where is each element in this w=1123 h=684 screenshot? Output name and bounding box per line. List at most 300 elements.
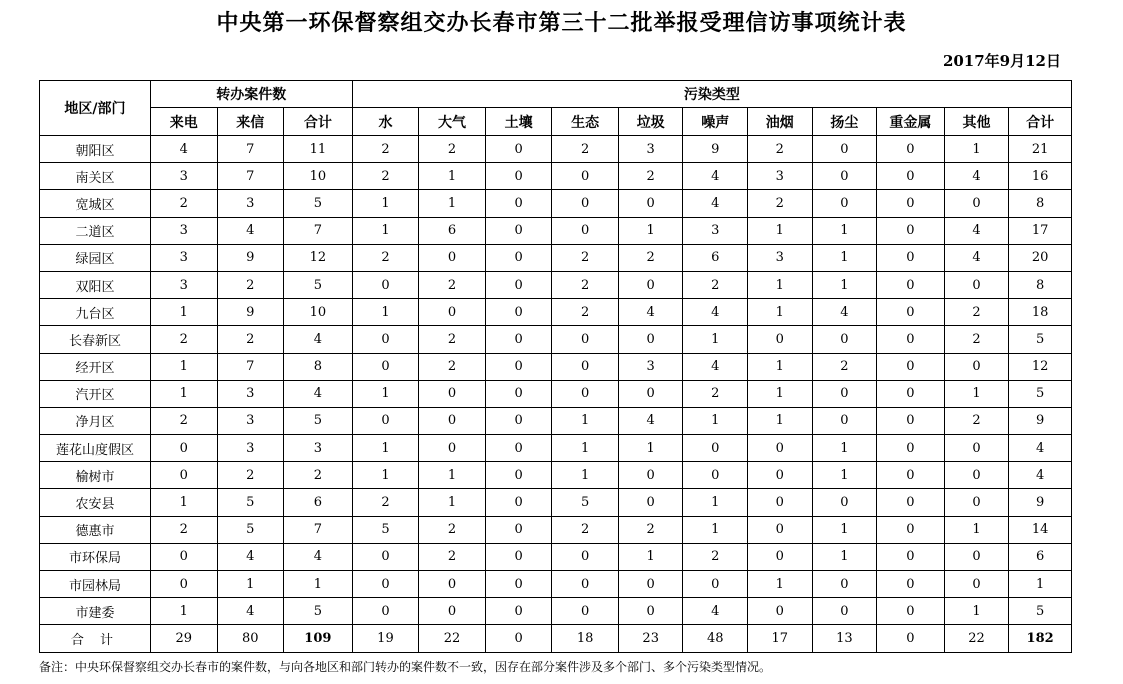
transfer-count-cell: 5	[284, 271, 353, 298]
pollution-count-cell: 4	[683, 299, 748, 326]
transfer-count-cell: 80	[217, 625, 284, 652]
transfer-count-cell: 3	[150, 244, 217, 271]
pollution-count-cell: 5	[1009, 380, 1072, 407]
pollution-count-cell: 1	[419, 489, 486, 516]
transfer-count-cell: 1	[150, 380, 217, 407]
pollution-count-cell: 0	[485, 380, 552, 407]
pollution-count-cell: 1	[812, 516, 877, 543]
pollution-count-cell: 0	[683, 571, 748, 598]
transfer-count-cell: 3	[217, 435, 284, 462]
pollution-count-cell: 0	[944, 271, 1009, 298]
table-row	[40, 271, 1072, 298]
transfer-count-cell: 5	[284, 598, 353, 625]
region-name: 九台区	[40, 299, 151, 326]
transfer-count-cell: 5	[284, 407, 353, 434]
pollution-count-cell: 0	[618, 326, 683, 353]
region-name: 汽开区	[40, 380, 151, 407]
header-pollution-col: 水	[352, 108, 419, 136]
pollution-count-cell: 0	[485, 625, 552, 652]
pollution-count-cell: 0	[552, 380, 619, 407]
table-row	[40, 543, 1072, 570]
pollution-count-cell: 0	[877, 353, 945, 380]
pollution-count-cell: 0	[352, 271, 419, 298]
pollution-count-cell: 0	[352, 598, 419, 625]
pollution-count-cell: 0	[552, 598, 619, 625]
pollution-count-cell: 0	[352, 326, 419, 353]
pollution-count-cell: 1	[618, 217, 683, 244]
transfer-count-cell: 4	[217, 598, 284, 625]
pollution-count-cell: 0	[485, 407, 552, 434]
transfer-count-cell: 3	[217, 190, 284, 217]
pollution-count-cell: 0	[812, 489, 877, 516]
pollution-count-cell: 2	[352, 136, 419, 163]
pollution-count-cell: 0	[419, 435, 486, 462]
pollution-count-cell: 2	[419, 543, 486, 570]
pollution-count-cell: 20	[1009, 244, 1072, 271]
pollution-count-cell: 4	[1009, 435, 1072, 462]
pollution-count-cell: 0	[485, 543, 552, 570]
report-date: 2017年9月12日	[942, 52, 1061, 70]
transfer-count-cell: 5	[284, 190, 353, 217]
pollution-count-cell: 6	[419, 217, 486, 244]
pollution-count-cell: 18	[1009, 299, 1072, 326]
pollution-count-cell: 8	[1009, 271, 1072, 298]
header-pollution-col: 噪声	[683, 108, 748, 136]
pollution-count-cell: 0	[419, 571, 486, 598]
pollution-count-cell: 0	[877, 435, 945, 462]
pollution-count-cell: 1	[812, 435, 877, 462]
pollution-count-cell: 1	[944, 136, 1009, 163]
table-row	[40, 407, 1072, 434]
pollution-count-cell: 0	[812, 407, 877, 434]
transfer-count-cell: 10	[284, 299, 353, 326]
pollution-count-cell: 0	[812, 571, 877, 598]
header-row-columns	[40, 108, 1072, 136]
pollution-count-cell: 0	[944, 571, 1009, 598]
pollution-count-cell: 1	[352, 380, 419, 407]
pollution-count-cell: 1	[352, 190, 419, 217]
transfer-count-cell: 4	[284, 543, 353, 570]
pollution-count-cell: 9	[1009, 407, 1072, 434]
transfer-count-cell: 2	[217, 462, 284, 489]
pollution-count-cell: 5	[552, 489, 619, 516]
region-name: 南关区	[40, 163, 151, 190]
pollution-count-cell: 2	[352, 163, 419, 190]
region-name: 市园林局	[40, 571, 151, 598]
pollution-count-cell: 8	[1009, 190, 1072, 217]
region-name: 市环保局	[40, 543, 151, 570]
page-title: 中央第一环保督察组交办长春市第三十二批举报受理信访事项统计表	[216, 11, 907, 36]
transfer-count-cell: 4	[217, 217, 284, 244]
pollution-count-cell: 0	[812, 136, 877, 163]
transfer-count-cell: 5	[217, 489, 284, 516]
pollution-count-cell: 0	[552, 353, 619, 380]
pollution-count-cell: 1	[748, 299, 813, 326]
pollution-count-cell: 0	[877, 299, 945, 326]
pollution-count-cell: 0	[485, 489, 552, 516]
pollution-count-cell: 19	[352, 625, 419, 652]
pollution-count-cell: 0	[419, 244, 486, 271]
table-row	[40, 217, 1072, 244]
pollution-count-cell: 1	[683, 326, 748, 353]
pollution-count-cell: 0	[485, 571, 552, 598]
pollution-count-cell: 0	[485, 217, 552, 244]
pollution-count-cell: 2	[552, 299, 619, 326]
table-row	[40, 163, 1072, 190]
pollution-count-cell: 2	[944, 326, 1009, 353]
total-row	[40, 625, 1072, 652]
pollution-count-cell: 0	[485, 516, 552, 543]
pollution-count-cell: 2	[552, 271, 619, 298]
transfer-count-cell: 0	[150, 571, 217, 598]
pollution-count-cell: 0	[618, 380, 683, 407]
pollution-count-cell: 0	[419, 299, 486, 326]
pollution-count-cell: 182	[1009, 625, 1072, 652]
footnote: 备注：中央环保督察组交办长春市的案件数，与向各地区和部门转办的案件数不一致，因存在部分案件涉及多个部门、多个污染类型情况。	[39, 660, 772, 674]
pollution-count-cell: 1	[748, 271, 813, 298]
transfer-count-cell: 3	[217, 407, 284, 434]
transfer-count-cell: 109	[284, 625, 353, 652]
region-name: 经开区	[40, 353, 151, 380]
pollution-count-cell: 2	[419, 353, 486, 380]
transfer-count-cell: 3	[217, 380, 284, 407]
pollution-count-cell: 0	[748, 435, 813, 462]
header-pollution-col: 生态	[552, 108, 619, 136]
pollution-count-cell: 0	[552, 571, 619, 598]
region-name: 农安县	[40, 489, 151, 516]
pollution-count-cell: 0	[552, 543, 619, 570]
pollution-count-cell: 4	[683, 190, 748, 217]
pollution-count-cell: 16	[1009, 163, 1072, 190]
header-transfer-col: 来信	[217, 108, 284, 136]
transfer-count-cell: 1	[217, 571, 284, 598]
header-pollution-col: 大气	[419, 108, 486, 136]
pollution-count-cell: 2	[552, 516, 619, 543]
pollution-count-cell: 0	[352, 543, 419, 570]
pollution-count-cell: 4	[944, 244, 1009, 271]
transfer-count-cell: 9	[217, 244, 284, 271]
region-name: 二道区	[40, 217, 151, 244]
pollution-count-cell: 2	[618, 163, 683, 190]
pollution-count-cell: 0	[944, 489, 1009, 516]
pollution-count-cell: 0	[944, 435, 1009, 462]
pollution-count-cell: 1	[352, 435, 419, 462]
pollution-count-cell: 0	[485, 244, 552, 271]
pollution-count-cell: 5	[352, 516, 419, 543]
table-row	[40, 489, 1072, 516]
pollution-count-cell: 0	[812, 190, 877, 217]
transfer-count-cell: 0	[150, 435, 217, 462]
transfer-count-cell: 0	[150, 543, 217, 570]
region-name: 德惠市	[40, 516, 151, 543]
pollution-count-cell: 0	[485, 271, 552, 298]
pollution-count-cell: 18	[552, 625, 619, 652]
region-name: 榆树市	[40, 462, 151, 489]
pollution-count-cell: 0	[877, 543, 945, 570]
region-name: 市建委	[40, 598, 151, 625]
pollution-count-cell: 0	[877, 271, 945, 298]
pollution-count-cell: 0	[812, 326, 877, 353]
pollution-count-cell: 2	[812, 353, 877, 380]
pollution-count-cell: 3	[748, 163, 813, 190]
transfer-count-cell: 4	[284, 380, 353, 407]
pollution-count-cell: 0	[877, 136, 945, 163]
pollution-count-cell: 0	[419, 407, 486, 434]
table-row	[40, 299, 1072, 326]
pollution-count-cell: 17	[748, 625, 813, 652]
pollution-count-cell: 12	[1009, 353, 1072, 380]
pollution-count-cell: 1	[748, 571, 813, 598]
pollution-count-cell: 0	[352, 571, 419, 598]
pollution-count-cell: 6	[1009, 543, 1072, 570]
header-pollution-col: 扬尘	[812, 108, 877, 136]
transfer-count-cell: 6	[284, 489, 353, 516]
pollution-count-cell: 1	[419, 462, 486, 489]
transfer-count-cell: 11	[284, 136, 353, 163]
header-pollution-col: 油烟	[748, 108, 813, 136]
pollution-count-cell: 23	[618, 625, 683, 652]
pollution-count-cell: 0	[618, 489, 683, 516]
pollution-count-cell: 2	[352, 489, 419, 516]
region-name: 合 计	[40, 625, 151, 652]
pollution-count-cell: 4	[812, 299, 877, 326]
pollution-count-cell: 4	[683, 598, 748, 625]
pollution-count-cell: 1	[1009, 571, 1072, 598]
transfer-count-cell: 2	[150, 407, 217, 434]
pollution-count-cell: 0	[485, 598, 552, 625]
transfer-count-cell: 2	[150, 190, 217, 217]
pollution-count-cell: 2	[944, 407, 1009, 434]
table-row	[40, 244, 1072, 271]
table-row	[40, 571, 1072, 598]
pollution-count-cell: 0	[485, 462, 552, 489]
header-pollution-col: 合计	[1009, 108, 1072, 136]
transfer-count-cell: 12	[284, 244, 353, 271]
pollution-count-cell: 0	[944, 462, 1009, 489]
pollution-count-cell: 4	[618, 407, 683, 434]
pollution-count-cell: 4	[944, 217, 1009, 244]
pollution-count-cell: 0	[485, 299, 552, 326]
pollution-count-cell: 1	[352, 299, 419, 326]
pollution-count-cell: 2	[618, 244, 683, 271]
transfer-count-cell: 2	[150, 326, 217, 353]
pollution-count-cell: 0	[485, 353, 552, 380]
pollution-count-cell: 0	[877, 326, 945, 353]
pollution-count-cell: 2	[683, 271, 748, 298]
pollution-count-cell: 1	[618, 543, 683, 570]
transfer-count-cell: 9	[217, 299, 284, 326]
pollution-count-cell: 0	[352, 353, 419, 380]
pollution-count-cell: 4	[683, 163, 748, 190]
pollution-count-cell: 0	[419, 380, 486, 407]
pollution-count-cell: 0	[618, 462, 683, 489]
pollution-count-cell: 1	[683, 516, 748, 543]
transfer-count-cell: 1	[150, 598, 217, 625]
pollution-count-cell: 1	[352, 462, 419, 489]
transfer-count-cell: 1	[284, 571, 353, 598]
table-row	[40, 380, 1072, 407]
transfer-count-cell: 3	[150, 217, 217, 244]
pollution-count-cell: 0	[877, 516, 945, 543]
pollution-count-cell: 0	[877, 462, 945, 489]
pollution-count-cell: 21	[1009, 136, 1072, 163]
pollution-count-cell: 1	[748, 407, 813, 434]
pollution-count-cell: 5	[1009, 326, 1072, 353]
transfer-count-cell: 3	[150, 271, 217, 298]
pollution-count-cell: 0	[618, 598, 683, 625]
pollution-count-cell: 0	[485, 163, 552, 190]
transfer-count-cell: 8	[284, 353, 353, 380]
pollution-count-cell: 9	[1009, 489, 1072, 516]
pollution-count-cell: 2	[419, 136, 486, 163]
pollution-count-cell: 0	[748, 598, 813, 625]
pollution-count-cell: 0	[944, 543, 1009, 570]
pollution-count-cell: 2	[618, 516, 683, 543]
transfer-count-cell: 0	[150, 462, 217, 489]
pollution-count-cell: 0	[485, 190, 552, 217]
region-name: 绿园区	[40, 244, 151, 271]
table-row	[40, 353, 1072, 380]
pollution-count-cell: 0	[877, 163, 945, 190]
pollution-count-cell: 22	[419, 625, 486, 652]
pollution-count-cell: 22	[944, 625, 1009, 652]
pollution-count-cell: 0	[552, 326, 619, 353]
table-row	[40, 435, 1072, 462]
pollution-count-cell: 0	[352, 407, 419, 434]
header-transfer-col: 合计	[284, 108, 353, 136]
pollution-count-cell: 1	[748, 353, 813, 380]
region-name: 长春新区	[40, 326, 151, 353]
pollution-count-cell: 0	[748, 489, 813, 516]
pollution-count-cell: 6	[683, 244, 748, 271]
pollution-count-cell: 0	[877, 598, 945, 625]
pollution-count-cell: 5	[1009, 598, 1072, 625]
pollution-count-cell: 1	[352, 217, 419, 244]
pollution-count-cell: 1	[812, 462, 877, 489]
pollution-count-cell: 0	[944, 353, 1009, 380]
transfer-count-cell: 4	[150, 136, 217, 163]
pollution-count-cell: 0	[618, 571, 683, 598]
transfer-count-cell: 7	[217, 163, 284, 190]
pollution-count-cell: 1	[552, 435, 619, 462]
pollution-count-cell: 3	[618, 353, 683, 380]
pollution-count-cell: 0	[618, 271, 683, 298]
pollution-count-cell: 0	[485, 136, 552, 163]
pollution-count-cell: 0	[877, 190, 945, 217]
header-region: 地区/部门	[40, 81, 151, 136]
table-row	[40, 136, 1072, 163]
pollution-count-cell: 0	[748, 543, 813, 570]
pollution-count-cell: 1	[944, 516, 1009, 543]
pollution-count-cell: 1	[812, 217, 877, 244]
header-pollution-col: 其他	[944, 108, 1009, 136]
header-pollution-group: 污染类型	[352, 81, 1071, 108]
pollution-count-cell: 0	[552, 217, 619, 244]
table-row	[40, 326, 1072, 353]
pollution-count-cell: 3	[683, 217, 748, 244]
statistics-table	[39, 80, 1072, 653]
pollution-count-cell: 0	[552, 190, 619, 217]
pollution-count-cell: 0	[748, 462, 813, 489]
pollution-count-cell: 2	[352, 244, 419, 271]
transfer-count-cell: 2	[150, 516, 217, 543]
transfer-count-cell: 1	[150, 489, 217, 516]
pollution-count-cell: 1	[944, 380, 1009, 407]
transfer-count-cell: 7	[284, 516, 353, 543]
transfer-count-cell: 3	[150, 163, 217, 190]
table-row	[40, 462, 1072, 489]
pollution-count-cell: 1	[419, 190, 486, 217]
transfer-count-cell: 3	[284, 435, 353, 462]
header-transfer-col: 来电	[150, 108, 217, 136]
header-pollution-col: 土壤	[485, 108, 552, 136]
pollution-count-cell: 4	[683, 353, 748, 380]
pollution-count-cell: 3	[748, 244, 813, 271]
pollution-count-cell: 0	[877, 244, 945, 271]
pollution-count-cell: 0	[683, 462, 748, 489]
pollution-count-cell: 0	[877, 407, 945, 434]
transfer-count-cell: 10	[284, 163, 353, 190]
pollution-count-cell: 0	[419, 598, 486, 625]
pollution-count-cell: 1	[748, 380, 813, 407]
pollution-count-cell: 48	[683, 625, 748, 652]
pollution-count-cell: 0	[812, 380, 877, 407]
region-name: 朝阳区	[40, 136, 151, 163]
transfer-count-cell: 29	[150, 625, 217, 652]
pollution-count-cell: 0	[877, 217, 945, 244]
region-name: 莲花山度假区	[40, 435, 151, 462]
pollution-count-cell: 0	[877, 380, 945, 407]
transfer-count-cell: 4	[217, 543, 284, 570]
pollution-count-cell: 2	[748, 190, 813, 217]
pollution-count-cell: 2	[419, 516, 486, 543]
pollution-count-cell: 0	[485, 326, 552, 353]
header-transfer-group: 转办案件数	[150, 81, 352, 108]
pollution-count-cell: 1	[683, 489, 748, 516]
pollution-count-cell: 2	[419, 271, 486, 298]
pollution-count-cell: 13	[812, 625, 877, 652]
pollution-count-cell: 1	[683, 407, 748, 434]
transfer-count-cell: 7	[284, 217, 353, 244]
header-row-groups	[40, 81, 1072, 108]
pollution-count-cell: 0	[812, 598, 877, 625]
region-name: 宽城区	[40, 190, 151, 217]
transfer-count-cell: 7	[217, 136, 284, 163]
pollution-count-cell: 0	[944, 190, 1009, 217]
pollution-count-cell: 0	[877, 489, 945, 516]
pollution-count-cell: 2	[552, 244, 619, 271]
pollution-count-cell: 1	[419, 163, 486, 190]
pollution-count-cell: 4	[1009, 462, 1072, 489]
table-body	[40, 136, 1072, 653]
pollution-count-cell: 1	[552, 407, 619, 434]
pollution-count-cell: 4	[944, 163, 1009, 190]
pollution-count-cell: 4	[618, 299, 683, 326]
pollution-count-cell: 2	[419, 326, 486, 353]
pollution-count-cell: 9	[683, 136, 748, 163]
transfer-count-cell: 5	[217, 516, 284, 543]
pollution-count-cell: 2	[944, 299, 1009, 326]
pollution-count-cell: 1	[812, 543, 877, 570]
transfer-count-cell: 2	[284, 462, 353, 489]
pollution-count-cell: 14	[1009, 516, 1072, 543]
pollution-count-cell: 2	[683, 380, 748, 407]
transfer-count-cell: 2	[217, 271, 284, 298]
pollution-count-cell: 0	[748, 516, 813, 543]
pollution-count-cell: 1	[812, 271, 877, 298]
pollution-count-cell: 0	[485, 435, 552, 462]
header-pollution-col: 重金属	[877, 108, 945, 136]
